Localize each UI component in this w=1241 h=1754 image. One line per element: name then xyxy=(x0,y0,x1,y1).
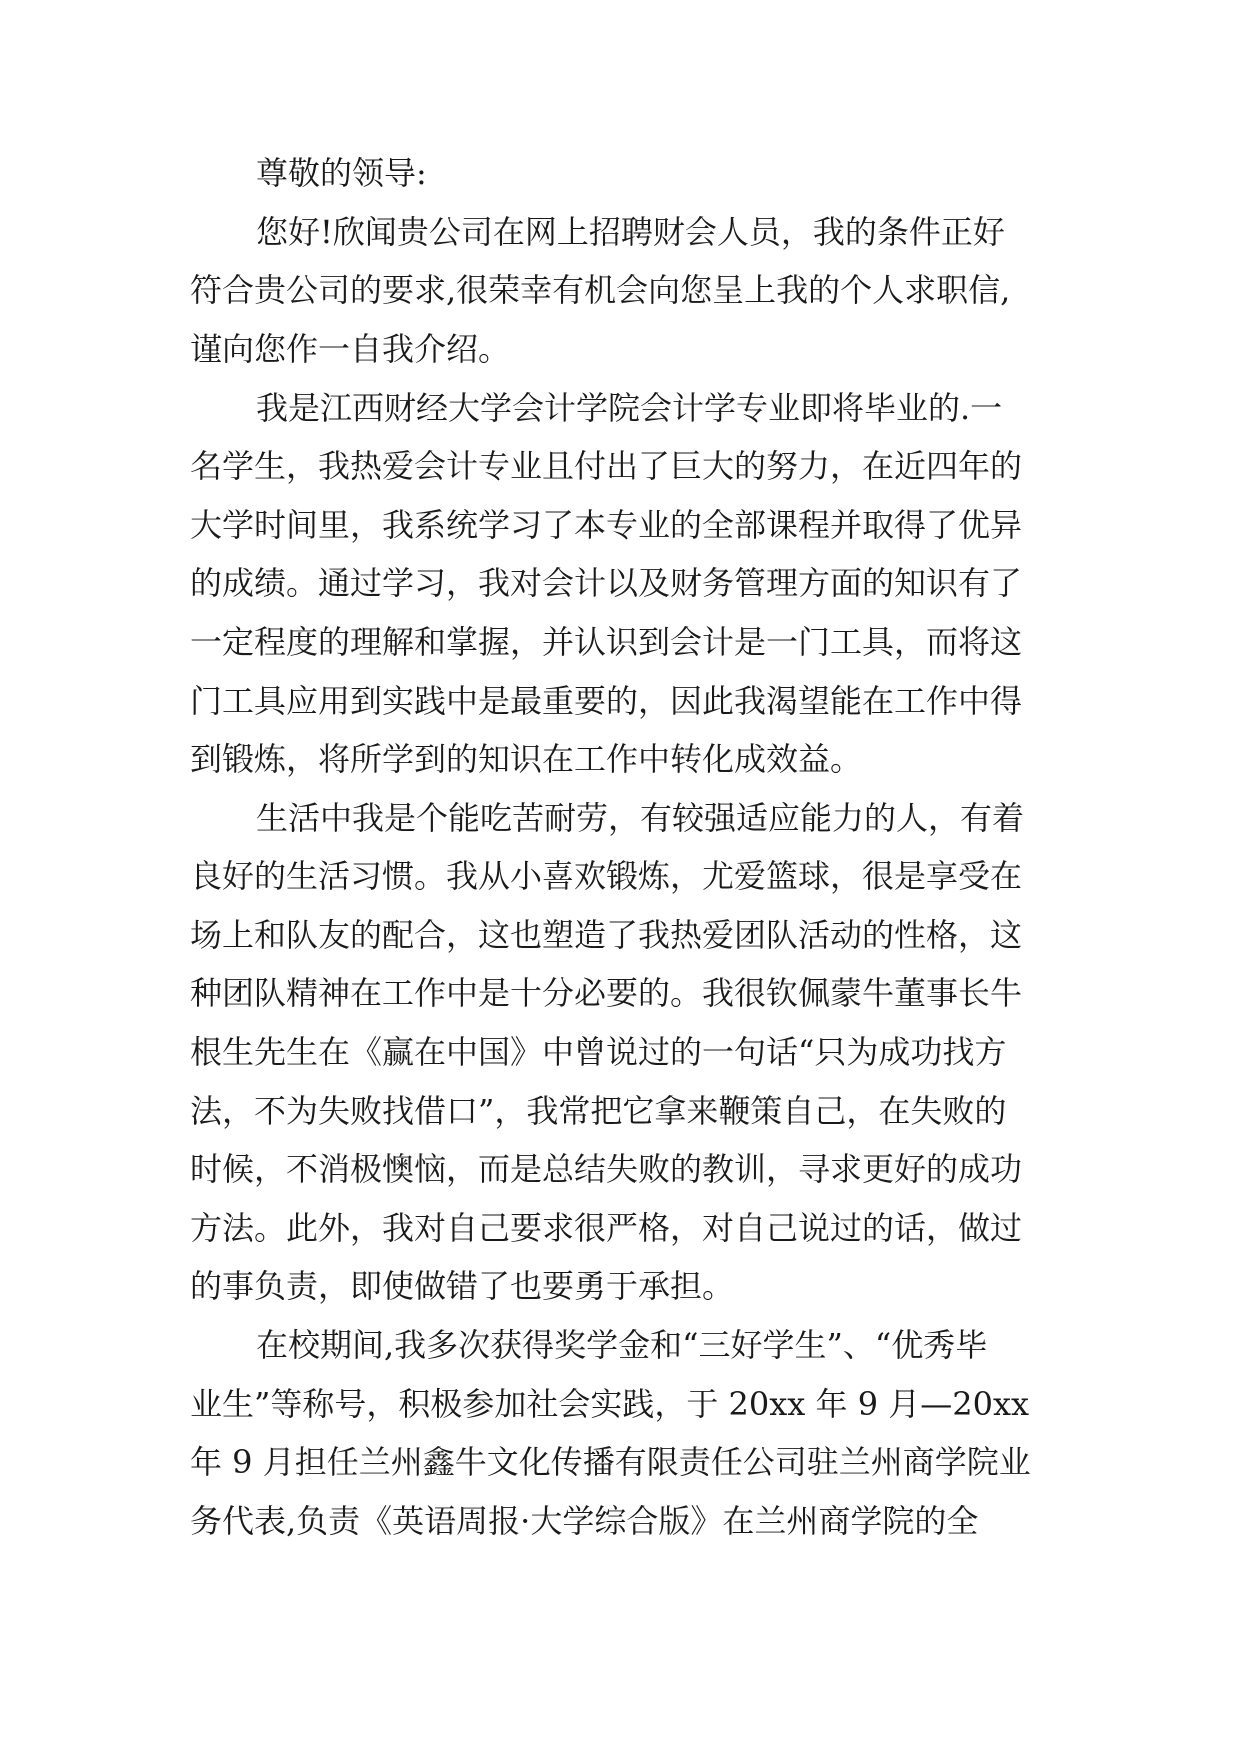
paragraph-line: 的事负责，即使做错了也要勇于承担。 xyxy=(190,1267,735,1305)
paragraph-line: 根生先生在《赢在中国》中曾说过的一句话“只为成功找方 xyxy=(190,1033,1007,1071)
paragraph-line: 符合贵公司的要求,很荣幸有机会向您呈上我的个人求职信, xyxy=(190,271,1011,309)
paragraph-line: 法，不为失败找借口”，我常把它拿来鞭策自己，在失败的 xyxy=(190,1092,1007,1130)
paragraph-line: 我是江西财经大学会计学院会计学专业即将毕业的.一 xyxy=(256,389,1003,427)
paragraph-line: 大学时间里，我系统学习了本专业的全部课程并取得了优异 xyxy=(190,506,1023,544)
paragraph-line: 一定程度的理解和掌握，并认识到会计是一门工具，而将这 xyxy=(190,623,1023,661)
paragraph-line: 到锻炼，将所学到的知识在工作中转化成效益。 xyxy=(190,740,863,778)
paragraph-line: 场上和队友的配合，这也塑造了我热爱团队活动的性格，这 xyxy=(190,916,1023,954)
paragraph-line: 方法。此外，我对自己要求很严格，对自己说过的话，做过 xyxy=(190,1209,1023,1247)
paragraph-line: 种团队精神在工作中是十分必要的。我很钦佩蒙牛董事长牛 xyxy=(190,974,1023,1012)
paragraph-line: 您好!欣闻贵公司在网上招聘财会人员，我的条件正好 xyxy=(256,213,1005,251)
paragraph-line: 在校期间,我多次获得奖学金和“三好学生”、“优秀毕 xyxy=(256,1326,988,1364)
paragraph-line: 时候，不消极懊恼，而是总结失败的教训，寻求更好的成功 xyxy=(190,1150,1023,1188)
paragraph-line: 业生”等称号，积极参加社会实践，于 20xx 年 9 月—20xx xyxy=(190,1385,1030,1423)
paragraph-line: 务代表,负责《英语周报·大学综合版》在兰州商学院的全 xyxy=(190,1502,979,1540)
paragraph-line: 生活中我是个能吃苦耐劳，有较强适应能力的人，有着 xyxy=(256,799,1025,837)
paragraph-line: 名学生，我热爱会计专业且付出了巨大的努力，在近四年的 xyxy=(190,447,1023,485)
paragraph-line: 谨向您作一自我介绍。 xyxy=(190,330,511,368)
paragraph-line: 良好的生活习惯。我从小喜欢锻炼，尤爱篮球，很是享受在 xyxy=(190,857,1023,895)
salutation: 尊敬的领导: xyxy=(256,154,427,192)
paragraph-line: 门工具应用到实践中是最重要的，因此我渴望能在工作中得 xyxy=(190,682,1023,720)
paragraph-line: 年 9 月担任兰州鑫牛文化传播有限责任公司驻兰州商学院业 xyxy=(190,1443,1031,1481)
paragraph-line: 的成绩。通过学习，我对会计以及财务管理方面的知识有了 xyxy=(190,564,1023,602)
